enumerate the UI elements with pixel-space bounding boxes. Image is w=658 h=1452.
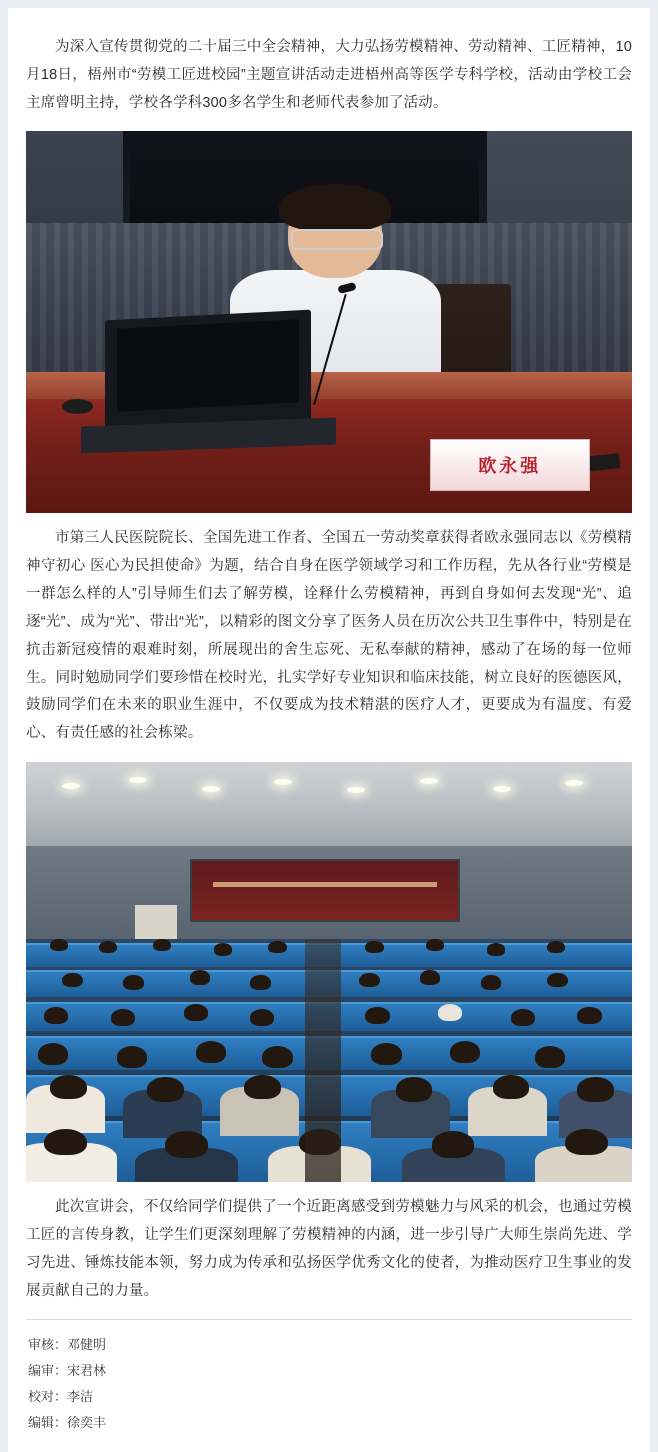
photo2-ceiling-lights	[26, 775, 632, 817]
paragraph-1: 为深入宣传贯彻党的二十届三中全会精神，大力弘扬劳模精神、劳动精神、工匠精神，10月18日，梧州市“劳模工匠进校园”主题宣讲活动走进梧州高等医学专科学校，活动由学校工会主席曾明主持，学校各学科300多名学生和老师代表参加了活动。	[26, 39, 632, 111]
figure-speaker	[26, 131, 632, 513]
paragraph-3: 此次宣讲会，不仅给同学们提供了一个近距离感受到劳模魅力与风采的机会，也通过劳模工匠的言传身教，让学生们更深刻理解了劳模精神的内涵，进一步引导广大师生崇尚先进、学习先进、锤炼技能本领，努力成为传承和弘扬医学优秀文化的使者，为推动医疗卫生事业的发展贡献自己的力量。	[26, 1199, 632, 1299]
photo2-center-aisle	[305, 939, 341, 1183]
figure-audience	[26, 762, 632, 1182]
photo1-laptop-screen	[105, 309, 311, 434]
photo-auditorium-audience	[26, 762, 632, 1182]
photo1-speaker-hair	[279, 184, 392, 231]
photo1-speaker-glasses	[291, 229, 382, 250]
photo2-podium	[135, 905, 177, 943]
photo1-nameplate-text: 欧永强	[478, 455, 542, 477]
photo1-mouse	[62, 399, 92, 414]
photo2-seating-area	[26, 939, 632, 1183]
photo1-nameplate	[430, 439, 590, 491]
credits-block	[26, 1319, 632, 1452]
photo-speaker-at-podium	[26, 131, 632, 513]
credit-reviewer: 审核：邓健明	[28, 1337, 107, 1353]
article-body	[8, 8, 650, 1452]
credit-editor: 编辑：徐奕丰	[28, 1415, 107, 1431]
credit-editor-in-chief: 编审：宋君林	[28, 1363, 107, 1379]
photo2-stage-screen	[190, 859, 461, 922]
credit-proofreader: 校对：李洁	[28, 1389, 94, 1405]
paragraph-2: 市第三人民医院院长、全国先进工作者、全国五一劳动奖章获得者欧永强同志以《劳模精神守初心 医心为民担使命》为题，结合自身在医学领域学习和工作历程，先从各行业“劳模是一群怎么样的人”引导师生们去了解劳模，诠释什么劳模精神，再到自身如何去发现“光”、追逐“光”、成为“光”、带出“光”，以精彩的图文分享了医务人员在历次公共卫生事件中，特别是在抗击新冠疫情的艰难时刻，所展现出的舍生忘死、无私奉献的精神，感动了在场的每一位师生。同时勉励同学们要珍惜在校时光，扎实学好专业知识和临床技能，树立良好的医德医风，鼓励同学们在未来的职业生涯中，不仅要成为技术精湛的医疗人才，更要成为有温度、有爱心、有责任感的社会栋梁。	[26, 530, 632, 742]
